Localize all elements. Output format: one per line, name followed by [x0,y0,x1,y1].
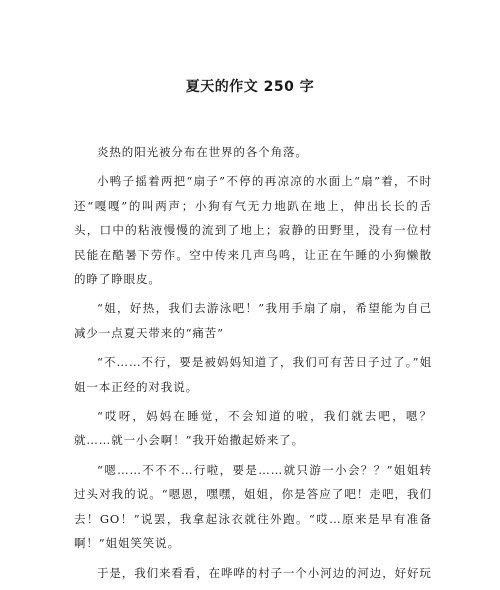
paragraph: 小鸭子摇着两把“扇子”不停的再凉凉的水面上“扇”着，不时还“嘎嘎”的叫两声；小狗有气无力地趴在地上，伸出长长的舌头，口中的粘液慢慢的流到了地上；寂静的田野里，没有一位村民能在酷暑下劳作。空中传来几声鸟鸣，让正在午睡的小狗懒散的睁了睁眼皮。 [74,174,432,287]
document-title: 夏天的作文 250 字 [185,79,315,95]
paragraph: 炎热的阳光被分布在世界的各个角落。 [97,145,308,159]
document-body [74,140,432,590]
paragraph: “姐，好热，我们去游泳吧！”我用手扇了扇，希望能为自己减少一点夏天带来的“痛苦” [74,301,432,340]
paragraph: “哎呀，妈妈在睡觉，不会知道的啦，我们就去吧，嗯？就……就一小会啊！”我开始撒起娇来了。 [74,409,432,448]
paragraph: “嗯……不不不…行啦，要是……就只游一小会？？”姐姐转过头对我的说。“嗯恩，嘿嘿，姐姐，你是答应了吧！走吧，我们去！GO！”说罢，我拿起泳衣就往外跑。“哎…原来是早有准备啊！”姐姐笑笑说。 [74,462,432,551]
paragraph: “不……不行，要是被妈妈知道了，我们可有苦日子过了。”姐姐一本正经的对我说。 [74,355,432,394]
paragraph: 于是，我们来看看，在哗哗的村子一个小河边的河边，好好玩 [97,565,432,580]
